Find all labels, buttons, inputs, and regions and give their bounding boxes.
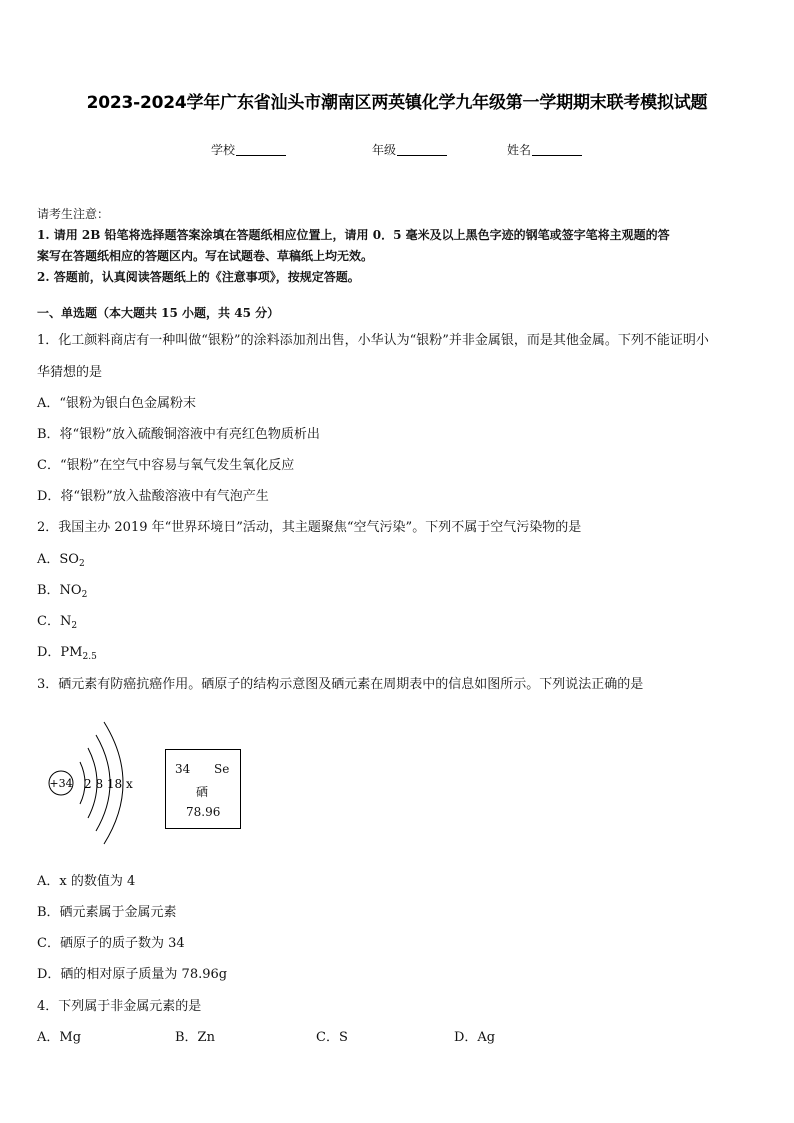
school-label: 学校 xyxy=(211,143,236,157)
q2-option-b xyxy=(37,581,87,601)
grade-blank xyxy=(397,143,447,156)
q2-option-d xyxy=(37,643,97,663)
q4-stem: 4．下列属于非金属元素的是 xyxy=(37,999,202,1014)
q4-option-d: D．Ag xyxy=(454,1030,496,1045)
grade-label: 年级 xyxy=(372,143,397,157)
name-blank xyxy=(532,143,582,156)
q2-option-a-sub: 2 xyxy=(78,559,85,569)
school-blank xyxy=(236,143,286,156)
atomic-mass: 78.96 xyxy=(186,805,221,819)
q2-option-b-sub: 2 xyxy=(81,590,88,600)
q3-option-c: C．硒原子的质子数为 34 xyxy=(37,936,185,951)
atomic-number: 34 xyxy=(175,762,191,776)
notice-item-1-line-2: 案写在答题纸相应的答题区内。写在试题卷、草稿纸上均无效。 xyxy=(37,249,374,263)
student-info-row xyxy=(0,141,794,161)
q2-option-a-label: A．SO xyxy=(37,552,79,567)
notice-item-1-line-1: 1. 请用 2B 铅笔将选择题答案涂填在答题纸相应位置上，请用 0．5 毫米及以上黑色字迹的钢笔或签字笔将主观题的答 xyxy=(37,228,670,242)
q2-option-d-sub: 2.5 xyxy=(82,652,97,662)
q3-option-b: B．硒元素属于金属元素 xyxy=(37,905,177,920)
element-name: 硒 xyxy=(196,785,209,799)
electron-shell-counts: 2 8 18 x xyxy=(84,777,133,791)
name-field xyxy=(507,141,582,158)
page-title: 2023-2024学年广东省汕头市潮南区两英镇化学九年级第一学期期末联考模拟试题 xyxy=(86,93,708,113)
notice-heading: 请考生注意： xyxy=(37,207,110,221)
q1-option-c: C．“银粉”在空气中容易与氧气发生氧化反应 xyxy=(37,458,295,473)
q3-option-d: D．硒的相对原子质量为 78.96g xyxy=(37,967,228,982)
q2-option-a xyxy=(37,550,85,570)
q4-option-b: B．Zn xyxy=(175,1030,215,1045)
q3-option-a: A．x 的数值为 4 xyxy=(37,874,136,889)
name-label: 姓名 xyxy=(507,143,532,157)
q2-stem: 2．我国主办 2019 年“世界环境日”活动，其主题聚焦“空气污染”。下列不属于空气污染物的是 xyxy=(37,520,582,535)
notice-item-2: 2. 答题前，认真阅读答题纸上的《注意事项》，按规定答题。 xyxy=(37,270,360,284)
q4-option-c: C．S xyxy=(316,1030,348,1045)
element-symbol: Se xyxy=(214,762,230,776)
q1-option-a: A．“银粉为银白色金属粉末 xyxy=(37,396,197,411)
q2-option-c xyxy=(37,612,77,632)
q4-options-row xyxy=(37,1028,637,1050)
q2-option-c-label: C．N xyxy=(37,614,72,629)
q4-option-a: A．Mg xyxy=(37,1030,82,1045)
q2-option-d-label: D．PM xyxy=(37,645,83,660)
q2-option-b-label: B．NO xyxy=(37,583,82,598)
periodic-table-cell xyxy=(165,749,241,829)
q1-stem-line-2: 华猜想的是 xyxy=(37,365,103,380)
candidate-notice xyxy=(37,204,762,288)
section-heading: 一、单选题（本大题共 15 小题，共 45 分） xyxy=(37,306,280,320)
q2-option-c-sub: 2 xyxy=(71,621,78,631)
q1-stem-line-1: 1．化工颜料商店有一种叫做“银粉”的涂料添加剂出售，小华认为“银粉”并非金属银，而是其他金属。下列不能证明小 xyxy=(37,333,709,348)
school-field xyxy=(211,141,286,158)
nucleus-charge: +34 xyxy=(49,777,73,790)
q1-option-b: B．将“银粉”放入硫酸铜溶液中有亮红色物质析出 xyxy=(37,427,320,442)
q3-stem: 3．硒元素有防癌抗癌作用。硒原子的结构示意图及硒元素在周期表中的信息如图所示。下列说法正确的是 xyxy=(37,677,644,692)
q1-option-d: D．将“银粉”放入盐酸溶液中有气泡产生 xyxy=(37,489,269,504)
grade-field xyxy=(372,141,447,158)
